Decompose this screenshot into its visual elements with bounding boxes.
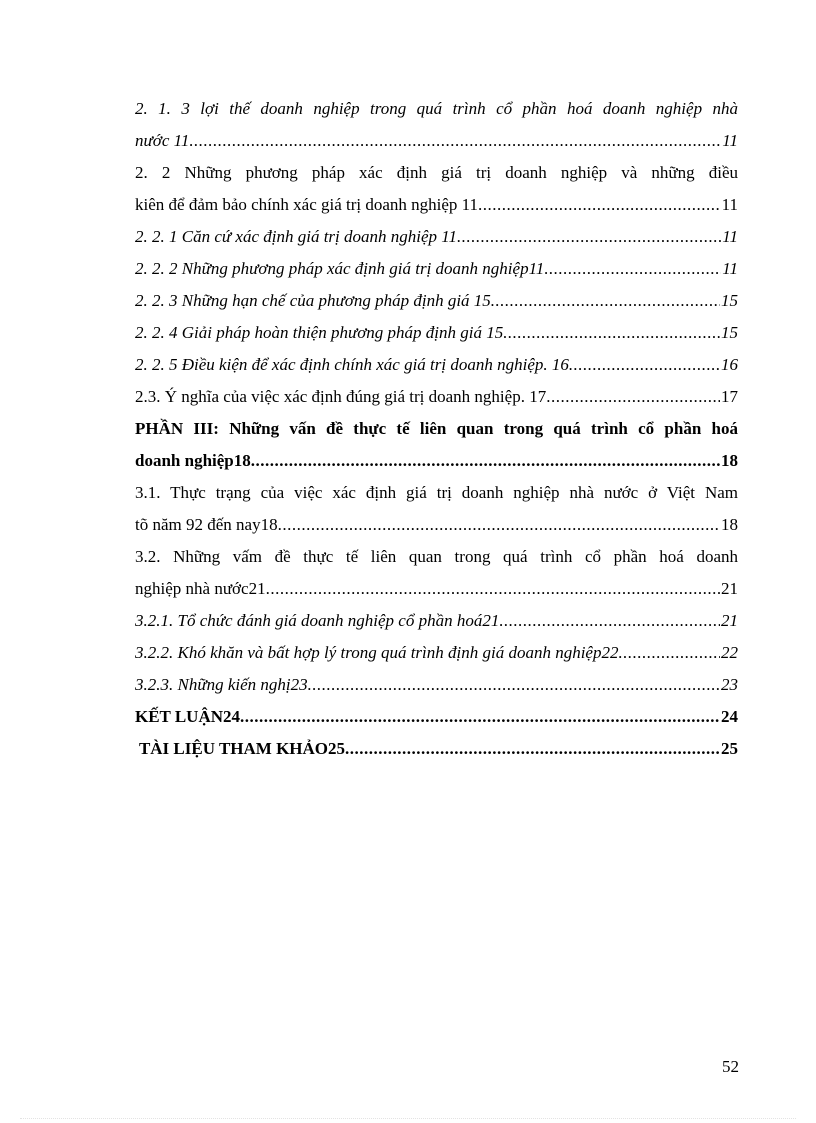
toc-entry[interactable] — [135, 669, 738, 701]
toc-page-number: 15 — [721, 323, 738, 342]
toc-page-number: 18 — [721, 451, 738, 470]
toc-leader — [503, 317, 720, 349]
toc-entry[interactable] — [135, 733, 738, 765]
toc-entry-text: PHẦN III: Những vấn đề thực tế liên quan trong quá trình cổ phần hoá — [135, 419, 738, 438]
toc-entry-text: 2. 2. 4 Giải pháp hoàn thiện phương pháp định giá 15 — [135, 323, 504, 342]
toc-leader — [278, 509, 720, 541]
toc-page-number: 21 — [721, 579, 738, 598]
toc-entry[interactable] — [135, 93, 738, 125]
toc-entry-text: TÀI LIỆU THAM KHẢO25 — [135, 739, 346, 758]
toc-page-number: 11 — [722, 259, 738, 278]
toc-entry[interactable] — [135, 541, 738, 573]
toc-page-number: 21 — [721, 611, 738, 630]
toc-entry[interactable] — [135, 477, 738, 509]
toc-entry-text: 2. 1. 3 lợi thế doanh nghiệp trong quá trình cổ phần hoá doanh nghiệp nhà — [135, 99, 738, 118]
toc-entry[interactable] — [135, 637, 738, 669]
toc-leader — [251, 445, 720, 477]
toc-entry[interactable] — [135, 509, 738, 541]
toc-leader — [266, 573, 720, 605]
toc-entry[interactable] — [135, 189, 738, 221]
toc-page-number: 22 — [721, 643, 738, 662]
toc-entry[interactable] — [135, 317, 738, 349]
toc-leader — [308, 669, 720, 701]
toc-leader — [478, 189, 721, 221]
toc-page-number: 11 — [721, 195, 738, 214]
toc-page-number: 16 — [721, 355, 738, 374]
toc-page-number: 15 — [721, 291, 738, 310]
toc-entry[interactable] — [135, 253, 738, 285]
footer-divider — [20, 1118, 796, 1119]
toc-entry[interactable] — [135, 445, 738, 477]
toc-entry-text: 3.1. Thực trạng của việc xác định giá trị doanh nghiệp nhà nước ở Việt Nam — [135, 483, 738, 502]
toc-entry-text: 2. 2. 3 Những hạn chế của phương pháp định giá 15 — [135, 291, 491, 310]
toc-page-number: 11 — [722, 227, 738, 246]
toc-leader — [240, 701, 720, 733]
toc-leader — [499, 605, 720, 637]
toc-entry-text: 2.3. Ý nghĩa của việc xác định đúng giá trị doanh nghiệp. 17 — [135, 387, 547, 406]
toc-entry[interactable] — [135, 605, 738, 637]
toc-leader — [457, 221, 721, 253]
toc-entry-text: KẾT LUẬN24 — [135, 707, 241, 726]
toc-entry[interactable] — [135, 157, 738, 189]
toc-page-number: 17 — [721, 387, 738, 406]
toc-page-number: 18 — [721, 515, 738, 534]
toc-entry[interactable] — [135, 573, 738, 605]
toc-page-number: 24 — [721, 707, 738, 726]
toc-entry[interactable] — [135, 413, 738, 445]
toc-entry-text: nghiệp nhà nước21 — [135, 579, 266, 598]
toc-entry-text: 2. 2. 5 Điều kiện để xác định chính xác giá trị doanh nghiệp. 16 — [135, 355, 569, 374]
toc-entry-text: 2. 2 Những phương pháp xác định giá trị doanh nghiệp và những điều — [135, 163, 738, 182]
toc-leader — [345, 733, 720, 765]
toc-entry-text: 3.2.3. Những kiến nghị23 — [135, 675, 308, 694]
toc-entry[interactable] — [135, 221, 738, 253]
toc-entry-text: 2. 2. 2 Những phương pháp xác định giá trị doanh nghiệp11 — [135, 259, 545, 278]
toc-entry-text: nước 11 — [135, 131, 190, 150]
toc-leader — [491, 285, 720, 317]
toc-leader — [546, 381, 720, 413]
toc-leader — [569, 349, 720, 381]
toc-entry[interactable] — [135, 381, 738, 413]
page-number: 52 — [722, 1057, 739, 1076]
toc-entry-text: tõ năm 92 đến nay18 — [135, 515, 278, 534]
toc-leader — [189, 125, 721, 157]
toc-entry[interactable] — [135, 349, 738, 381]
toc-page-number: 25 — [721, 739, 738, 758]
toc-page-number: 23 — [721, 675, 738, 694]
toc-entry-text: kiên để đảm bảo chính xác giá trị doanh nghiệp 11 — [135, 195, 479, 214]
toc-leader — [544, 253, 721, 285]
toc-page-number: 11 — [722, 131, 738, 150]
toc-entry[interactable] — [135, 701, 738, 733]
toc-entry[interactable] — [135, 125, 738, 157]
toc-entry-text: doanh nghiệp18 — [135, 451, 251, 470]
table-of-contents — [135, 93, 738, 765]
toc-entry[interactable] — [135, 285, 738, 317]
toc-entry-text: 2. 2. 1 Căn cứ xác định giá trị doanh nghiệp 11 — [135, 227, 458, 246]
toc-entry-text: 3.2. Những vấm đề thực tế liên quan trong quá trình cổ phần hoá doanh — [135, 547, 738, 566]
toc-entry-text: 3.2.2. Khó khăn và bất hợp lý trong quá trình định giá doanh nghiệp22 — [135, 643, 619, 662]
toc-entry-text: 3.2.1. Tổ chức đánh giá doanh nghiệp cổ phần hoá21 — [135, 611, 500, 630]
toc-leader — [618, 637, 720, 669]
